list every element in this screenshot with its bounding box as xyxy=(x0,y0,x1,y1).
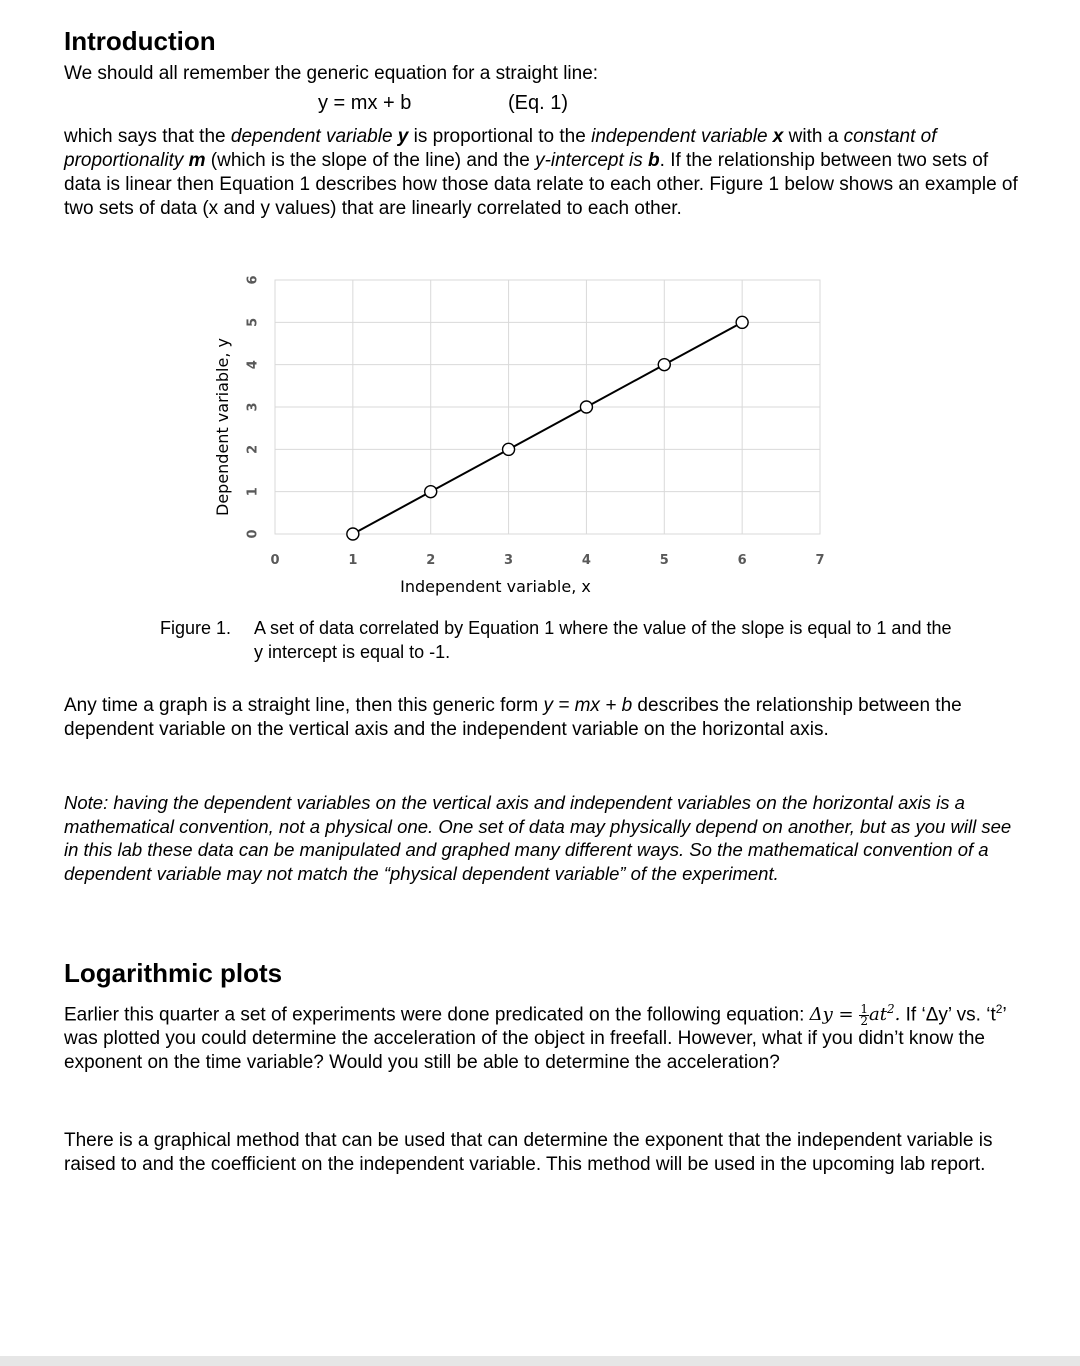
intro-paragraph-2: which says that the dependent variable y is proportional to the independent variable x with a constant of proportionality m (which is the slope of the line) and the y-intercept is b. If the relationship between two sets of data is linear then Equation 1 describes how those data relate to each other. Figure 1 below shows an example of two sets of data (x and y values) that are linearly correlated to each other. xyxy=(64,126,1018,219)
x-axis-label: Independent variable, x xyxy=(400,577,591,596)
x-tick-label: 1 xyxy=(348,553,358,568)
equation: y = mx + b xyxy=(318,92,412,114)
y-tick-label: 4 xyxy=(245,360,261,370)
log-heading: Logarithmic plots xyxy=(64,958,283,988)
data-point xyxy=(736,316,748,328)
log-paragraph-2: There is a graphical method that can be used that can determine the exponent that the independent variable is raised to and the coefficient on the independent variable. This method will be used in the upcoming lab report. xyxy=(64,1130,993,1175)
intro-section xyxy=(64,24,1024,221)
equation-number: (Eq. 1) xyxy=(508,92,569,114)
y-tick-label: 1 xyxy=(245,487,261,497)
bottom-scroll-bar xyxy=(0,1356,1080,1366)
series-line xyxy=(353,322,742,534)
figure-label: Figure 1. xyxy=(160,618,232,638)
y-axis-label: Dependent variable, y xyxy=(213,338,232,516)
equation-line xyxy=(64,90,1024,120)
figure-caption-text: A set of data correlated by Equation 1 where the value of the slope is equal to 1 and the y intercept is equal to -1. xyxy=(254,618,952,662)
data-point xyxy=(425,486,437,498)
x-tick-label: 4 xyxy=(581,553,591,568)
data-point xyxy=(580,401,592,413)
figure-1-chart xyxy=(200,258,840,603)
intro-paragraph-1: We should all remember the generic equation for a straight line: xyxy=(64,63,599,84)
intro-heading: Introduction xyxy=(64,26,216,56)
x-tick-label: 2 xyxy=(426,553,436,568)
y-tick-label: 2 xyxy=(245,444,261,454)
data-point xyxy=(503,443,515,455)
y-tick-labels xyxy=(246,275,261,538)
data-point xyxy=(658,359,670,371)
x-tick-label: 5 xyxy=(659,553,669,568)
data-point xyxy=(347,528,359,540)
log-paragraph-1: Earlier this quarter a set of experiments were done predicated on the following equation: Δy = $\frac{1}{2}$ $at^2$. If ‘Δy’ vs. ‘$t^2$’ was plotted you could determine the acceleration of the object in freefall. However, what if you didn’t know the exponent on the time variable? Would you still be able to determine the acceleration? xyxy=(64,1001,1006,1074)
x-tick-label: 0 xyxy=(270,553,280,568)
y-tick-label: 3 xyxy=(245,402,261,412)
y-tick-label: 6 xyxy=(245,275,261,285)
paragraph-straight-line: Any time a graph is a straight line, then this generic form y = mx + b describes the relationship between the dependent variable on the vertical axis and the independent variable on the horizontal axis. xyxy=(64,695,962,740)
x-tick-labels xyxy=(270,553,824,568)
y-tick-label: 5 xyxy=(245,317,261,327)
note-paragraph: Note: having the dependent variables on the vertical axis and independent variables on the horizontal axis is a mathematical convention, not a physical one. One set of data may physically depend on another, but as you will see in this lab these data can be manipulated and graphed many different ways. So the mathematical convention of a dependent variable may not match the “physical dependent variable” of the experiment. xyxy=(64,792,1012,884)
x-tick-label: 3 xyxy=(504,553,514,568)
y-tick-label: 0 xyxy=(245,529,261,539)
freefall-equation: Δy = $\frac{1}{2}$ $at^2$. xyxy=(809,1001,901,1028)
x-tick-label: 7 xyxy=(815,553,825,568)
chart-svg xyxy=(200,258,840,603)
x-tick-label: 6 xyxy=(737,553,747,568)
